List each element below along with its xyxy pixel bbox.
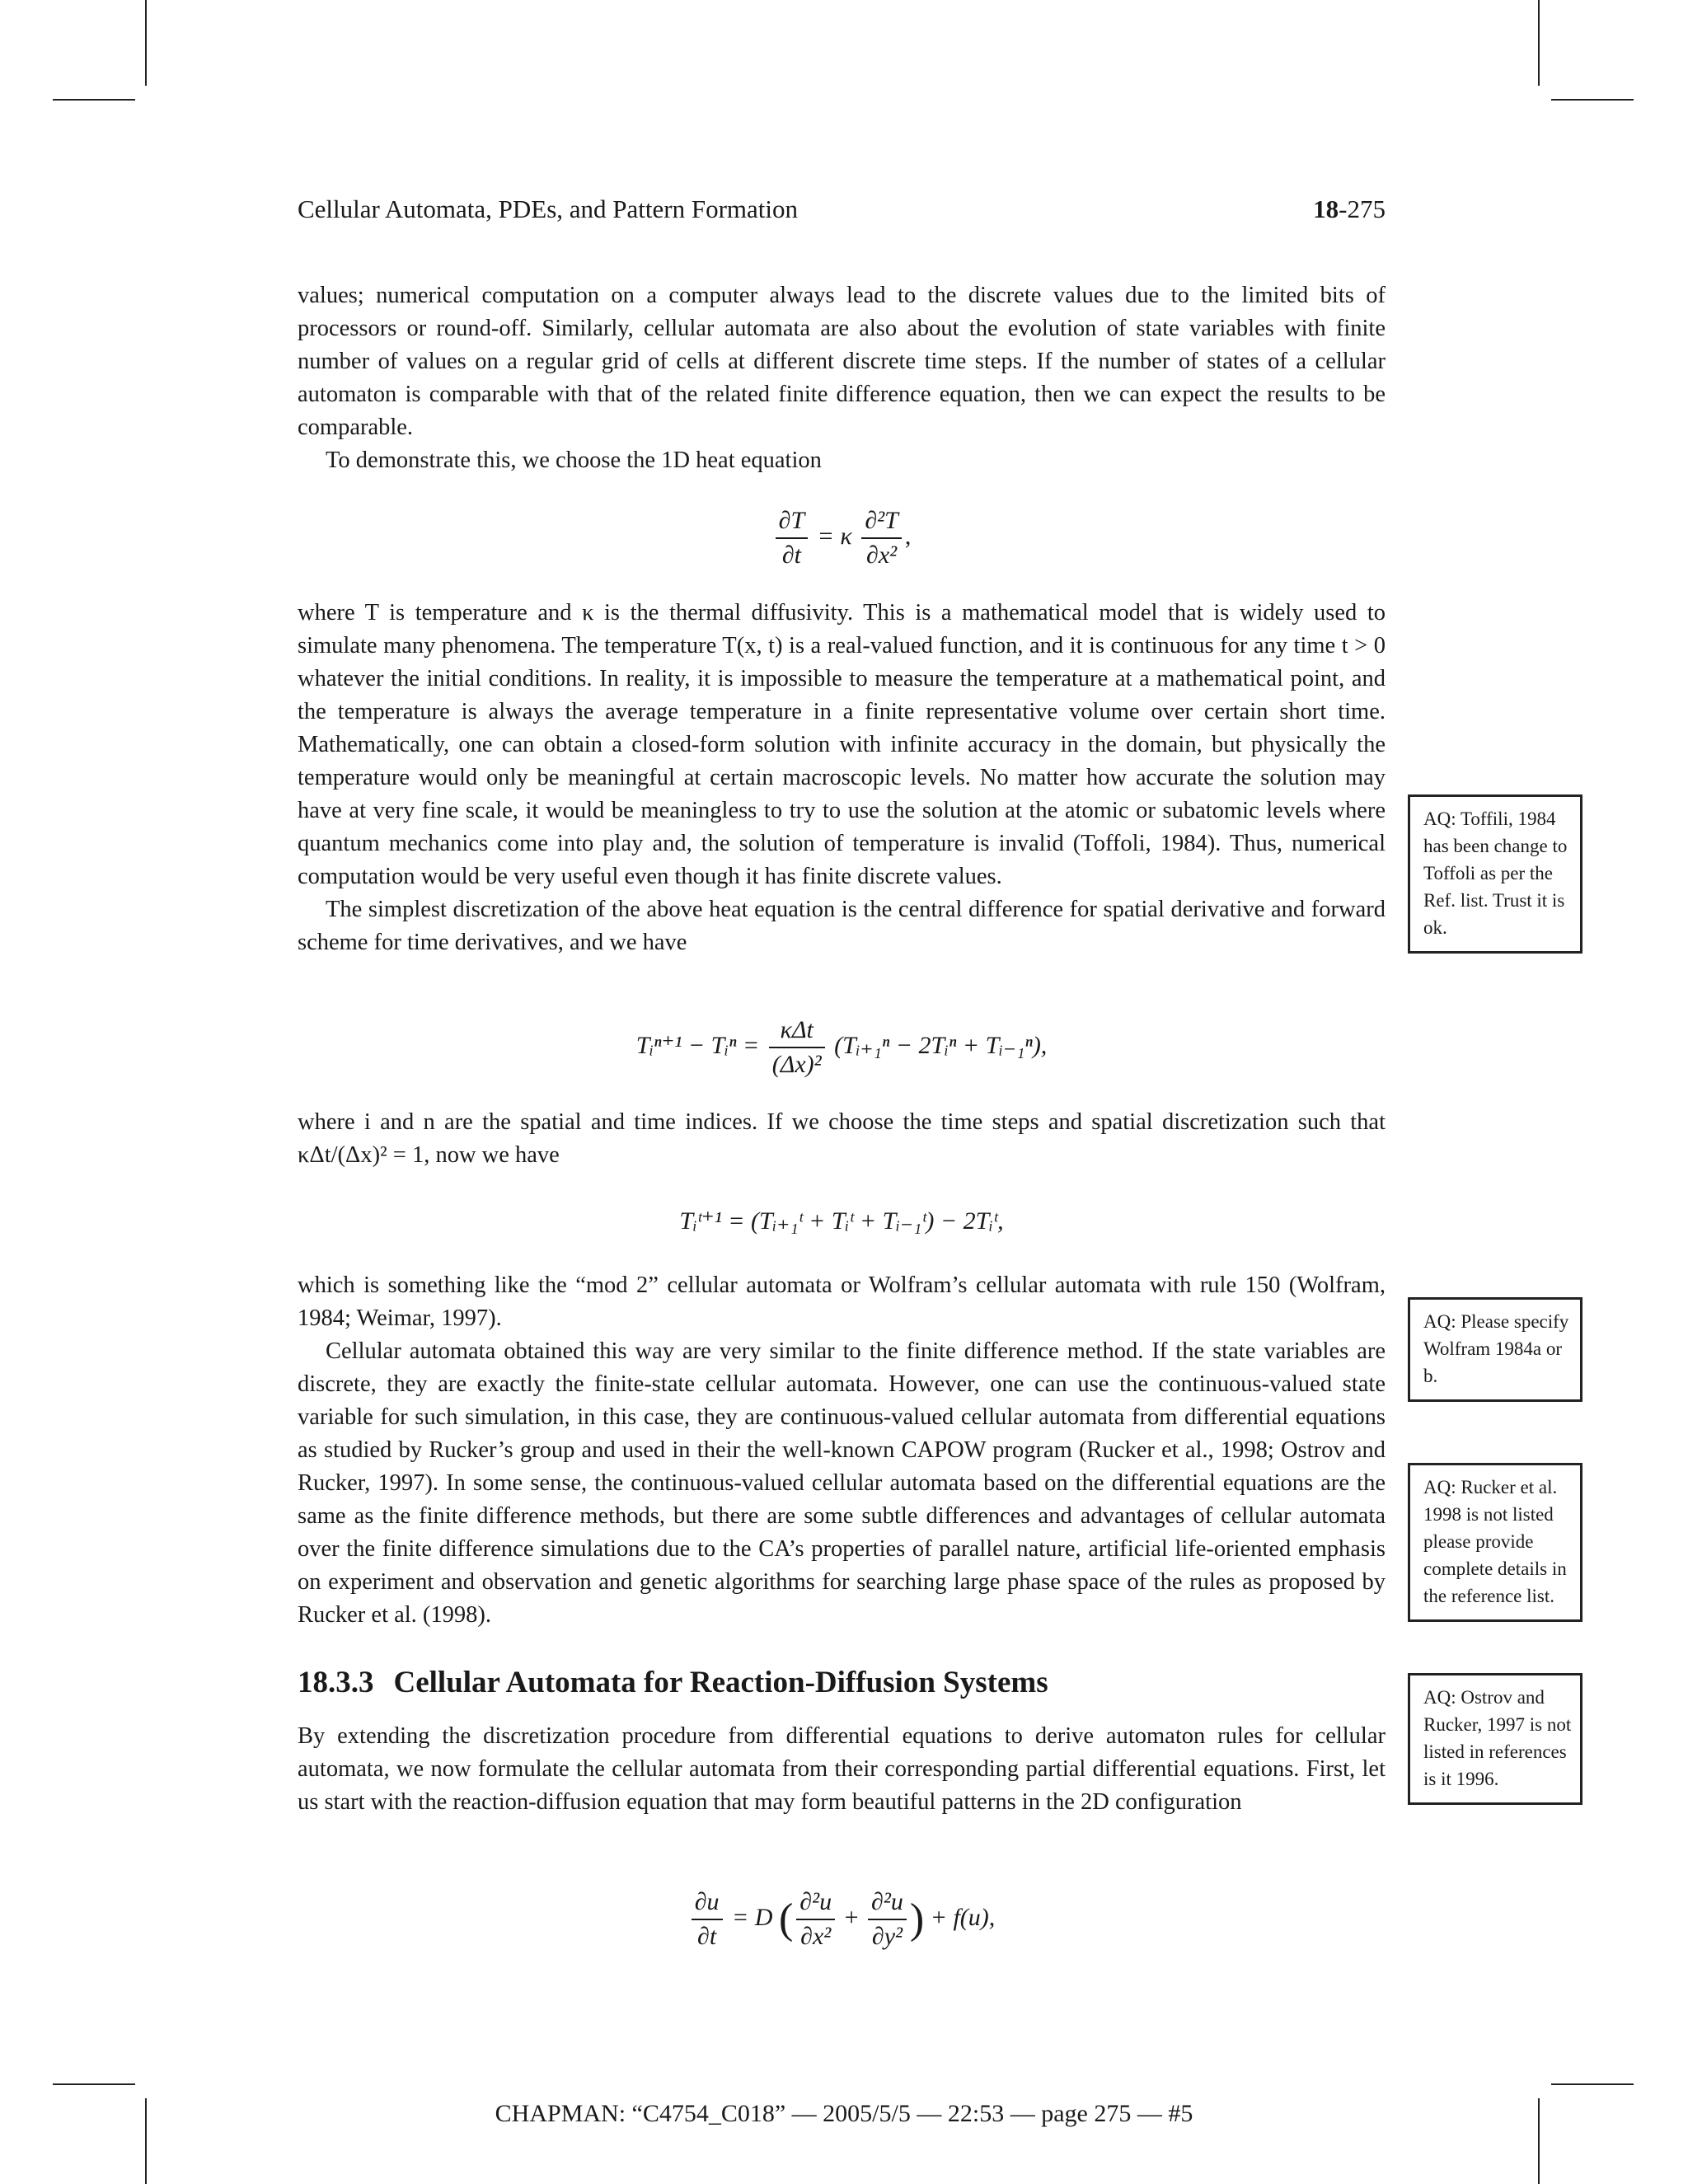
text-block-4 <box>298 1269 1386 1632</box>
paragraph: where T is temperature and κ is the thermal diffusivity. This is a mathematical model that is widely used to simulate many phenomena. The temperature T(x, t) is a real-valued function, and it is continuous for any time t > 0 whatever the initial conditions. In reality, it is impossible to measure the temperature at a mathematical point, and the temperature is always the average temperature in a finite representative volume over certain short time. Mathematically, one can obtain a closed-form solution with infinite accuracy in the domain, but physically the temperature would only be meaningful at certain macroscopic levels. No matter how accurate the solution may have at very fine scale, it would be meaningless to try to use the solution at the atomic or subatomic levels where quantum mechanics come into play and, the solution of temperature is invalid (Toffoli, 1984). Thus, numerical computation would be very useful even though it has finite discrete values. <box>298 600 1386 889</box>
equation-reaction-diffusion: $\frac{\partial u}{\partial t}$ = D ( $\frac{\text{∂²u}}{\text{∂x²}}$ + $\frac{\text{∂²u}}{\text{∂y²}}$ ) + f(u), <box>298 1886 1386 1953</box>
section-heading <box>298 1665 1048 1700</box>
page-number: 18-275 <box>1313 194 1386 223</box>
text-block-2 <box>298 597 1386 959</box>
paragraph: By extending the discretization procedure from differential equations to derive automaton rules for cellular automata, we now formulate the cellular automata from their corresponding partial differential equations. First, let us start with the reaction-diffusion equation that may form beautiful patterns in the 2D configuration <box>298 1723 1386 1815</box>
section-number: 18.3.3 <box>298 1666 374 1699</box>
paragraph: The simplest discretization of the above heat equation is the central difference for spatial derivative and forward scheme for time derivatives, and we have <box>298 897 1386 955</box>
equation-heat: $\frac{\partial T}{\partial t}$ = κ $\frac{\text{∂²T}}{\text{∂x²}}$ , <box>298 504 1386 572</box>
paragraph: Cellular automata obtained this way are very similar to the finite difference method. If the state variables are discrete, they are exactly the finite-state cellular automata. However, one can use the continuous-valued state variable for such simulation, in this case, they are continuous-valued cellular automata from differential equations as studied by Rucker’s group and used in their the well-known CAPOW program (Rucker et al., 1998; Ostrov and Rucker, 1997). In some sense, the continuous-valued cellular automata based on the differential equations are the same as the finite difference methods, but there are some subtle differences and advantages of cellular automata over the finite difference simulations due to the CA’s properties of parallel nature, artificial life-oriented emphasis on experiment and observation and genetic algorithms for searching large phase space of the rules as proposed by Rucker et al. (1998). <box>298 1338 1386 1628</box>
author-query-box: AQ: Rucker et al. 1998 is not listed please provide complete details in the reference list. <box>1408 1463 1582 1622</box>
crop-mark <box>53 2083 135 2085</box>
running-title: Cellular Automata, PDEs, and Pattern Formation <box>298 194 798 223</box>
crop-mark <box>53 99 135 101</box>
paragraph: values; numerical computation on a computer always lead to the discrete values due to the limited bits of processors or round-off. Similarly, cellular automata are also about the evolution of state variables with finite number of values on a regular grid of cells at different discrete time steps. If the number of states of a cellular automaton is comparable with that of the related finite difference equation, then we can expect the results to be comparable. <box>298 283 1386 440</box>
paragraph: where i and n are the spatial and time indices. If we choose the time steps and spatial discretization such that κΔt/(Δx)² = 1, now we have <box>298 1109 1386 1168</box>
crop-mark <box>1551 99 1634 101</box>
crop-mark <box>145 0 147 86</box>
crop-mark <box>1538 0 1540 86</box>
author-query-box: AQ: Please specify Wolfram 1984a or b. <box>1408 1297 1582 1402</box>
author-query-box: AQ: Ostrov and Rucker, 1997 is not listed in references is it 1996. <box>1408 1673 1582 1805</box>
paragraph: To demonstrate this, we choose the 1D heat equation <box>326 448 822 473</box>
text-block-5 <box>298 1720 1386 1819</box>
running-header <box>298 194 1386 224</box>
paragraph: which is something like the “mod 2” cellular automata or Wolfram’s cellular automata with rule 150 (Wolfram, 1984; Weimar, 1997). <box>298 1272 1386 1331</box>
page-footer: CHAPMAN: “C4754_C018” — 2005/5/5 — 22:53 — page 275 — #5 <box>495 2100 1193 2127</box>
text-block-3 <box>298 1106 1386 1172</box>
author-query-box: AQ: Toffili, 1984 has been change to Toffoli as per the Ref. list. Trust it is ok. <box>1408 794 1582 954</box>
crop-mark <box>1551 2083 1634 2085</box>
section-title: Cellular Automata for Reaction-Diffusion Systems <box>393 1666 1048 1699</box>
equation-discretization: Tᵢⁿ⁺¹ − Tᵢⁿ = $\frac{\text{κΔt}}{\text{(Δx)²}}$ (Tᵢ₊₁ⁿ − 2Tᵢⁿ + Tᵢ₋₁ⁿ), <box>298 1014 1386 1081</box>
text-block-1 <box>298 279 1386 477</box>
equation-rule150: Tᵢᵗ⁺¹ = (Tᵢ₊₁ᵗ + Tᵢᵗ + Tᵢ₋₁ᵗ) − 2Tᵢᵗ, <box>679 1207 1004 1235</box>
